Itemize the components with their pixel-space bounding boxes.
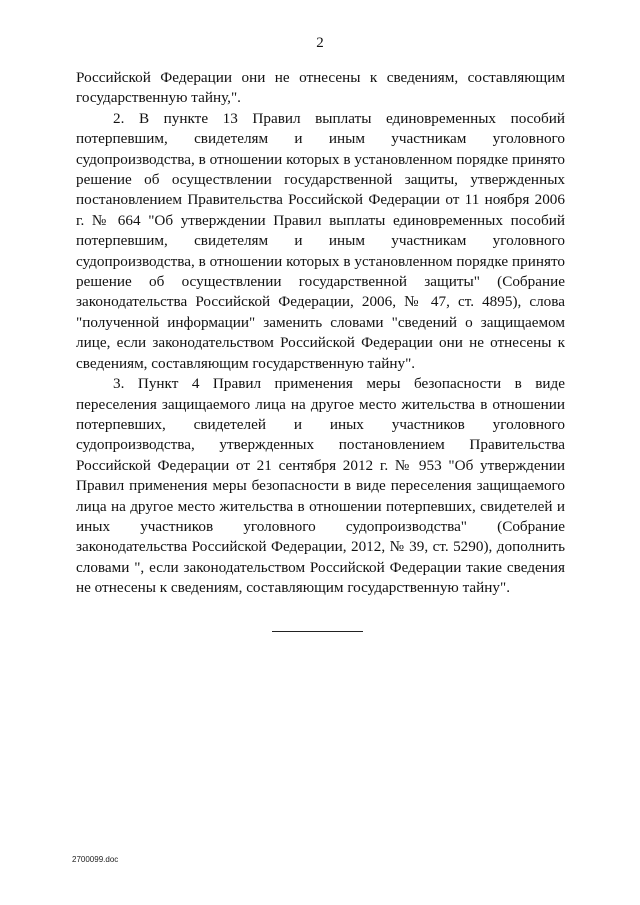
- end-separator-line: [272, 631, 363, 632]
- footer-file-name: 2700099.doc: [72, 855, 119, 864]
- paragraph-item-3: 3. Пункт 4 Правил применения меры безопасности в виде переселения защищаемого лица на другое место жительства в отношении потерпевших, свидетелей и иных участников уголовного судопроизводства, утвержденных постановлением Правительства Российской Федерации от 21 сентября 2012 г. № 953 "Об утверждении Правил применения меры безопасности в виде переселения защищаемого лица на другое место жительства в отношении потерпевших, свидетелей и иных участников уголовного судопроизводства" (Собрание законодательства Российской Федерации, 2012, № 39, ст. 5290), дополнить словами ", если законодательством Российской Федерации такие сведения не отнесены к сведениям, составляющим государственную тайну".: [76, 375, 565, 597]
- document-body: [76, 68, 565, 599]
- paragraph-item-2: 2. В пункте 13 Правил выплаты единовременных пособий потерпевшим, свидетелям и иным участникам уголовного судопроизводства, в отношении которых в установленном порядке принято решение об осуществлении государственной защиты, утвержденных постановлением Правительства Российской Федерации от 11 ноября 2006 г. № 664 "Об утверждении Правил выплаты единовременных пособий потерпевшим, свидетелям и иным участникам уголовного судопроизводства, в отношении которых в установленном порядке принято решение об осуществлении государственной защиты" (Собрание законодательства Российской Федерации, 2006, № 47, ст. 4895), слова "полученной информации" заменить словами "сведений о защищаемом лице, если законодательством Российской Федерации они не отнесены к сведениям, составляющим государственную тайну".: [76, 109, 565, 372]
- paragraph-continuation: Российской Федерации они не отнесены к сведениям, составляющим государственную тайну,".: [76, 69, 565, 107]
- page-number: 2: [316, 35, 324, 51]
